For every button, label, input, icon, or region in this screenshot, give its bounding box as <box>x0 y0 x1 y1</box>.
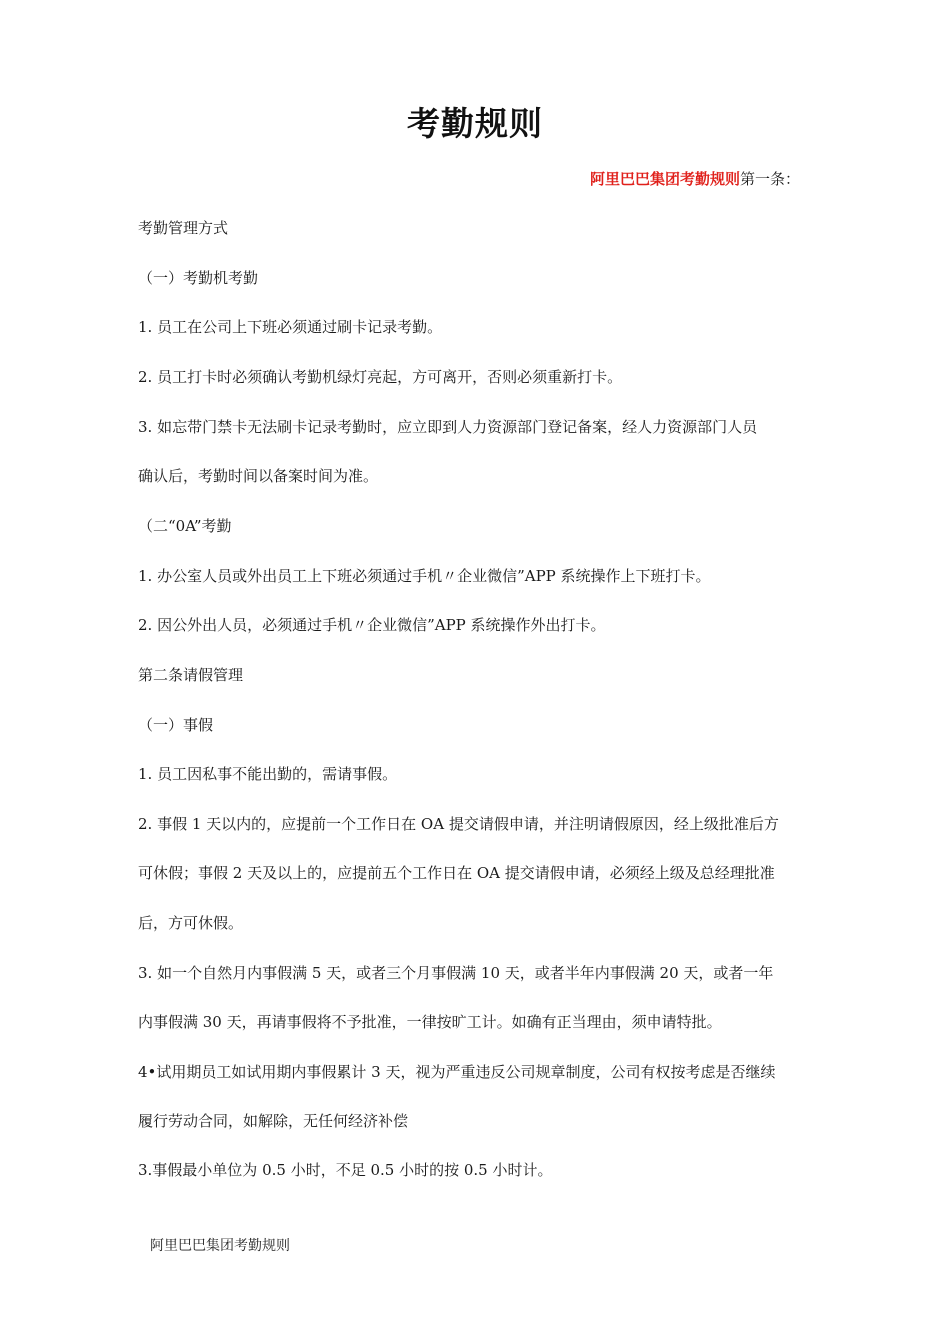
paragraph-line: 2. 事假 1 天以内的，应提前一个工作日在 OA 提交请假申请，并注明请假原因，经上级批准后方 <box>138 815 779 833</box>
paragraph-line: 后，方可休假。 <box>138 914 244 932</box>
paragraph-line: 1. 员工在公司上下班必须通过刷卡记录考勤。 <box>138 318 443 336</box>
paragraph-line: 内事假满 30 天，再请事假将不予批准，一律按旷工计。如确有正当理由，须申请特批。 <box>138 1013 722 1031</box>
document-title: 考勤规则 <box>407 104 543 143</box>
paragraph-line: 3.事假最小单位为 0.5 小时，不足 0.5 小时的按 0.5 小时计。 <box>138 1161 553 1179</box>
paragraph-line: 3. 如一个自然月内事假满 5 天，或者三个月事假满 10 天，或者半年内事假满 20 天，或者一年 <box>138 964 774 982</box>
paragraph-line: （一）事假 <box>138 716 214 734</box>
paragraph-line: 2. 员工打卡时必须确认考勤机绿灯亮起，方可离开，否则必须重新打卡。 <box>138 368 623 386</box>
subheading-red-text: 阿里巴巴集团考勤规则 <box>589 170 740 188</box>
paragraph-line: 3. 如忘带门禁卡无法刷卡记录考勤时，应立即到人力资源部门登记备案，经人力资源部门人员 <box>138 418 758 436</box>
paragraph-line: （一）考勤机考勤 <box>138 269 259 287</box>
paragraph-line: 1. 员工因私事不能出勤的，需请事假。 <box>138 765 398 783</box>
paragraph-line: 可休假；事假 2 天及以上的，应提前五个工作日在 OA 提交请假申请，必须经上级及总经理批准 <box>138 864 775 882</box>
paragraph-line: （二“0A”考勤 <box>138 517 232 535</box>
paragraph-line: 考勤管理方式 <box>138 219 229 237</box>
paragraph-line: 1. 办公室人员或外出员工上下班必须通过手机〃企业微信”APP 系统操作上下班打卡。 <box>138 567 711 585</box>
paragraph-line: 2. 因公外出人员，必须通过手机〃企业微信”APP 系统操作外出打卡。 <box>138 616 606 634</box>
paragraph-line: 4•试用期员工如试用期内事假累计 3 天，视为严重违反公司规章制度，公司有权按考虑是否继续 <box>138 1063 776 1081</box>
paragraph-line: 履行劳动合同，如解除，无任何经济补偿 <box>138 1112 409 1130</box>
paragraph-line: 确认后，考勤时间以备案时间为准。 <box>138 467 379 485</box>
paragraph-line: 第二条请假管理 <box>138 666 244 684</box>
subheading-rest: 第一条： <box>739 170 800 188</box>
subheading <box>590 168 800 189</box>
page-footer: 阿里巴巴集团考勤规则 <box>150 1238 290 1254</box>
